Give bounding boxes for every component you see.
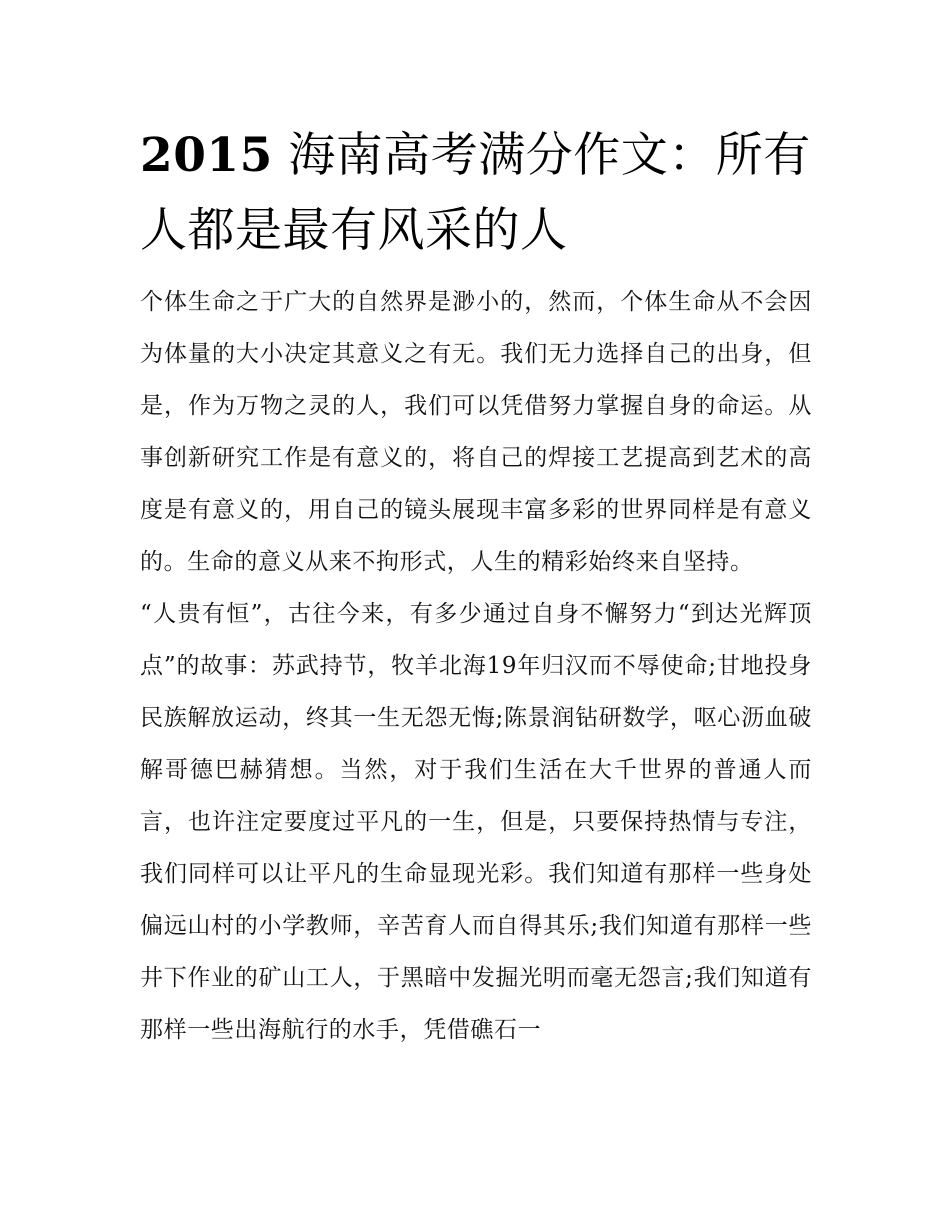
paragraph-2: “人贵有恒”，古往今来，有多少通过自身不懈努力“到达光辉顶点”的故事：苏武持节，牧羊北海19年归汉而不辱使命;甘地投身民族解放运动，终其一生无怨无悔;陈景润钻研数学，呕心沥血破解哥德巴赫猜想。当然，对于我们生活在大千世界的普通人而言，也许注定要度过平凡的一生，但是，只要保持热情与专注，我们同样可以让平凡的生命显现光彩。我们知道有那样一些身处偏远山村的小学教师，辛苦育人而自得其乐;我们知道有那样一些井下作业的矿山工人，于黑暗中发掘光明而毫无怨言;我们知道有那样一些出海航行的水手，凭借礁石一 xyxy=(140,601,812,1043)
document-page xyxy=(140,118,812,1056)
paragraph-1: 个体生命之于广大的自然界是渺小的，然而，个体生命从不会因为体量的大小决定其意义之有无。我们无力选择自己的出身，但是，作为万物之灵的人，我们可以凭借努力掌握自身的命运。从事创新研究工作是有意义的，将自己的焊接工艺提高到艺术的高度是有意义的，用自己的镜头展现丰富多彩的世界同样是有意义的。生命的意义从来不拘形式，人生的精彩始终来自坚持。 xyxy=(140,289,812,575)
title-year: 2015 xyxy=(140,128,273,183)
document-title xyxy=(140,118,812,268)
title-text: 海南高考满分作文：所有人都是最有风采的人 xyxy=(140,128,811,258)
